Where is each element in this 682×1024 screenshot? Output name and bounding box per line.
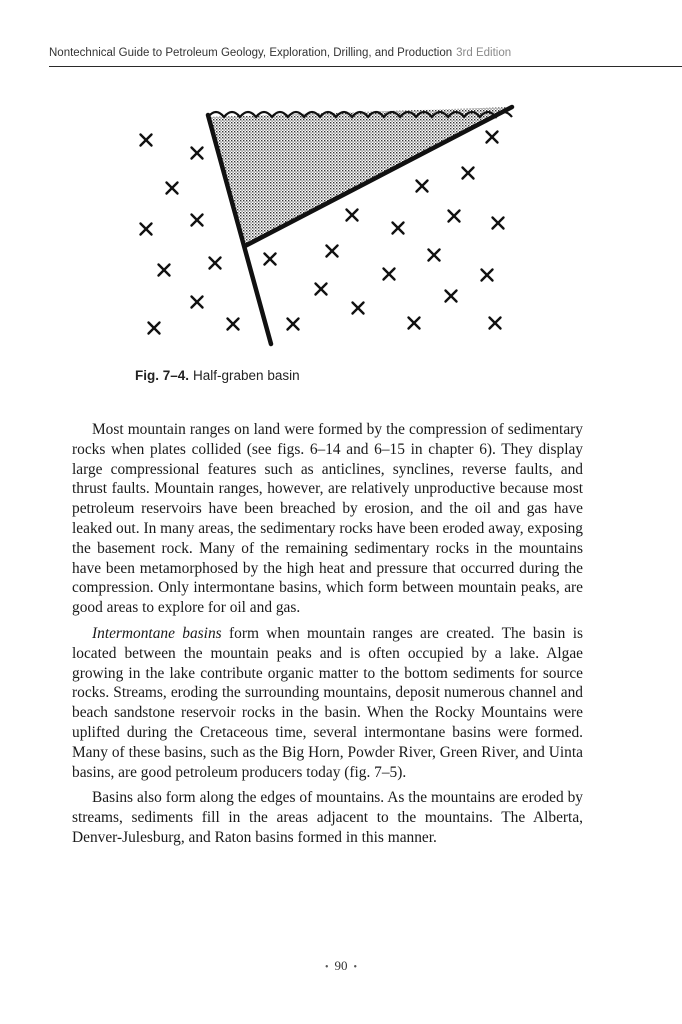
page-number: 90	[334, 958, 348, 973]
running-header	[49, 47, 682, 67]
figure-caption-text: Half-graben basin	[193, 368, 300, 383]
paragraph-2-text: form when mountain ranges are created. The basin is located between the mountain peaks and is often occupied by a lake. Algae growing in the lake contribute organic matter to the bottom sediments for source rocks. Streams, eroding the surrounding mountains, deposit numerous channel and beach sandstone reservoir rocks in the basin. When the Rocky Mountains were uplifted during the Cretaceous time, several intermontane basins were formed. Many of these basins, such as the Big Horn, Powder River, Green River, and Uinta basins, are good petroleum producers today (fig. 7–5).	[72, 624, 583, 781]
paragraph-1: Most mountain ranges on land were formed by the compression of sedimentary rocks when plates collided (see figs. 6–14 and 6–15 in chapter 6). They display large compressional features such as anticlines, synclines, reverse faults, and thrust faults. Mountain ranges, however, are relatively unproductive because most petroleum reservoirs have been breached by erosion, and the oil and gas have leaked out. In many areas, the sedimentary rocks have been eroded away, exposing the basement rock. Many of the remaining sedimentary rocks in the mountains have been metamorphosed by the high heat and pressure that occurred during the compression. Only intermontane basins, which form between mountain peaks, are good areas to explore for oil and gas.	[72, 421, 583, 617]
paragraph-3: Basins also form along the edges of mountains. As the mountains are eroded by streams, sediments fill in the areas adjacent to the mountains. The Alberta, Denver-Julesburg, and Raton basins formed in this manner.	[72, 789, 583, 846]
half-graben-diagram	[120, 95, 540, 355]
sediment-fill	[208, 107, 512, 246]
paragraph-2	[72, 624, 583, 782]
book-title: Nontechnical Guide to Petroleum Geology, Exploration, Drilling, and Production	[49, 47, 453, 59]
body-text	[72, 420, 583, 854]
footer-bullet-left: •	[324, 962, 329, 973]
page-footer	[0, 958, 682, 974]
edition-label: 3rd Edition	[456, 47, 512, 59]
figure-label: Fig. 7–4.	[135, 368, 190, 383]
footer-bullet-right: •	[353, 962, 358, 973]
figure-caption	[135, 368, 300, 383]
term-intermontane-basins: Intermontane basins	[92, 624, 222, 642]
